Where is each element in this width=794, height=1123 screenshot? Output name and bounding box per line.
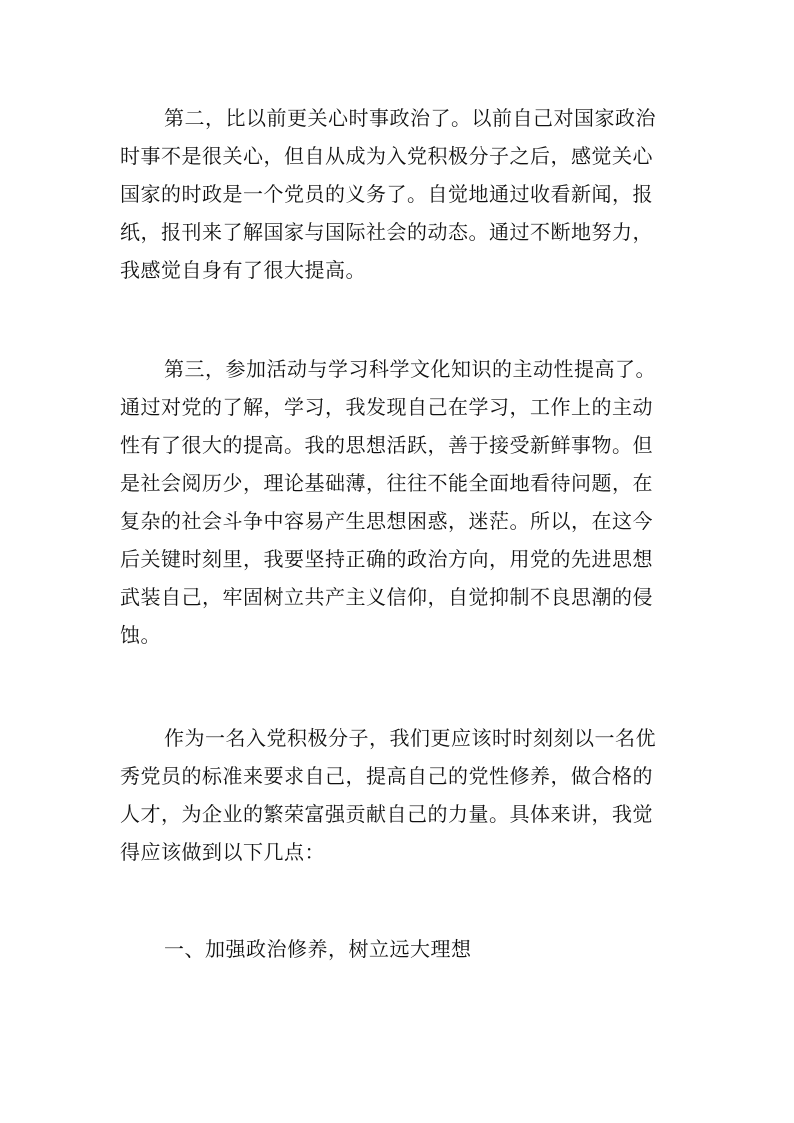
paragraph-line: 人才，为企业的繁荣富强贡献自己的力量。具体来讲，我觉 <box>120 802 653 826</box>
paragraph-line: 蚀。 <box>120 623 161 647</box>
paragraph-line: 复杂的社会斗争中容易产生思想困惑，迷茫。所以，在这今 <box>120 509 653 533</box>
paragraph-line: 得应该做到以下几点： <box>120 840 325 864</box>
section-heading: 一、加强政治修养，树立远大理想 <box>164 937 472 961</box>
paragraph-line: 国家的时政是一个党员的义务了。自觉地通过收看新闻，报 <box>120 182 653 206</box>
paragraph-line: 我感觉自身有了很大提高。 <box>120 258 366 282</box>
paragraph-activist <box>120 719 680 871</box>
paragraph-line: 秀党员的标准来要求自己，提高自己的党性修养，做合格的 <box>120 764 653 788</box>
paragraph-line: 时事不是很关心，但自从成为入党积极分子之后，感觉关心 <box>120 144 653 168</box>
paragraph-line: 性有了很大的提高。我的思想活跃，善于接受新鲜事物。但 <box>120 433 653 457</box>
paragraph-line: 作为一名入党积极分子，我们更应该时时刻刻以一名优 <box>164 726 656 750</box>
paragraph-line: 第二，比以前更关心时事政治了。以前自己对国家政治 <box>164 106 656 130</box>
section-heading-one <box>120 930 680 968</box>
paragraph-line: 纸，报刊来了解国家与国际社会的动态。通过不断地努力， <box>120 220 653 244</box>
paragraph-line: 武装自己，牢固树立共产主义信仰，自觉抑制不良思潮的侵 <box>120 585 653 609</box>
paragraph-second <box>120 99 680 289</box>
paragraph-line: 第三，参加活动与学习科学文化知识的主动性提高了。 <box>164 357 656 381</box>
paragraph-third <box>120 350 680 654</box>
paragraph-line: 通过对党的了解，学习，我发现自己在学习，工作上的主动 <box>120 395 653 419</box>
paragraph-line: 是社会阅历少，理论基础薄，往往不能全面地看待问题，在 <box>120 471 653 495</box>
paragraph-line: 后关键时刻里，我要坚持正确的政治方向，用党的先进思想 <box>120 547 653 571</box>
